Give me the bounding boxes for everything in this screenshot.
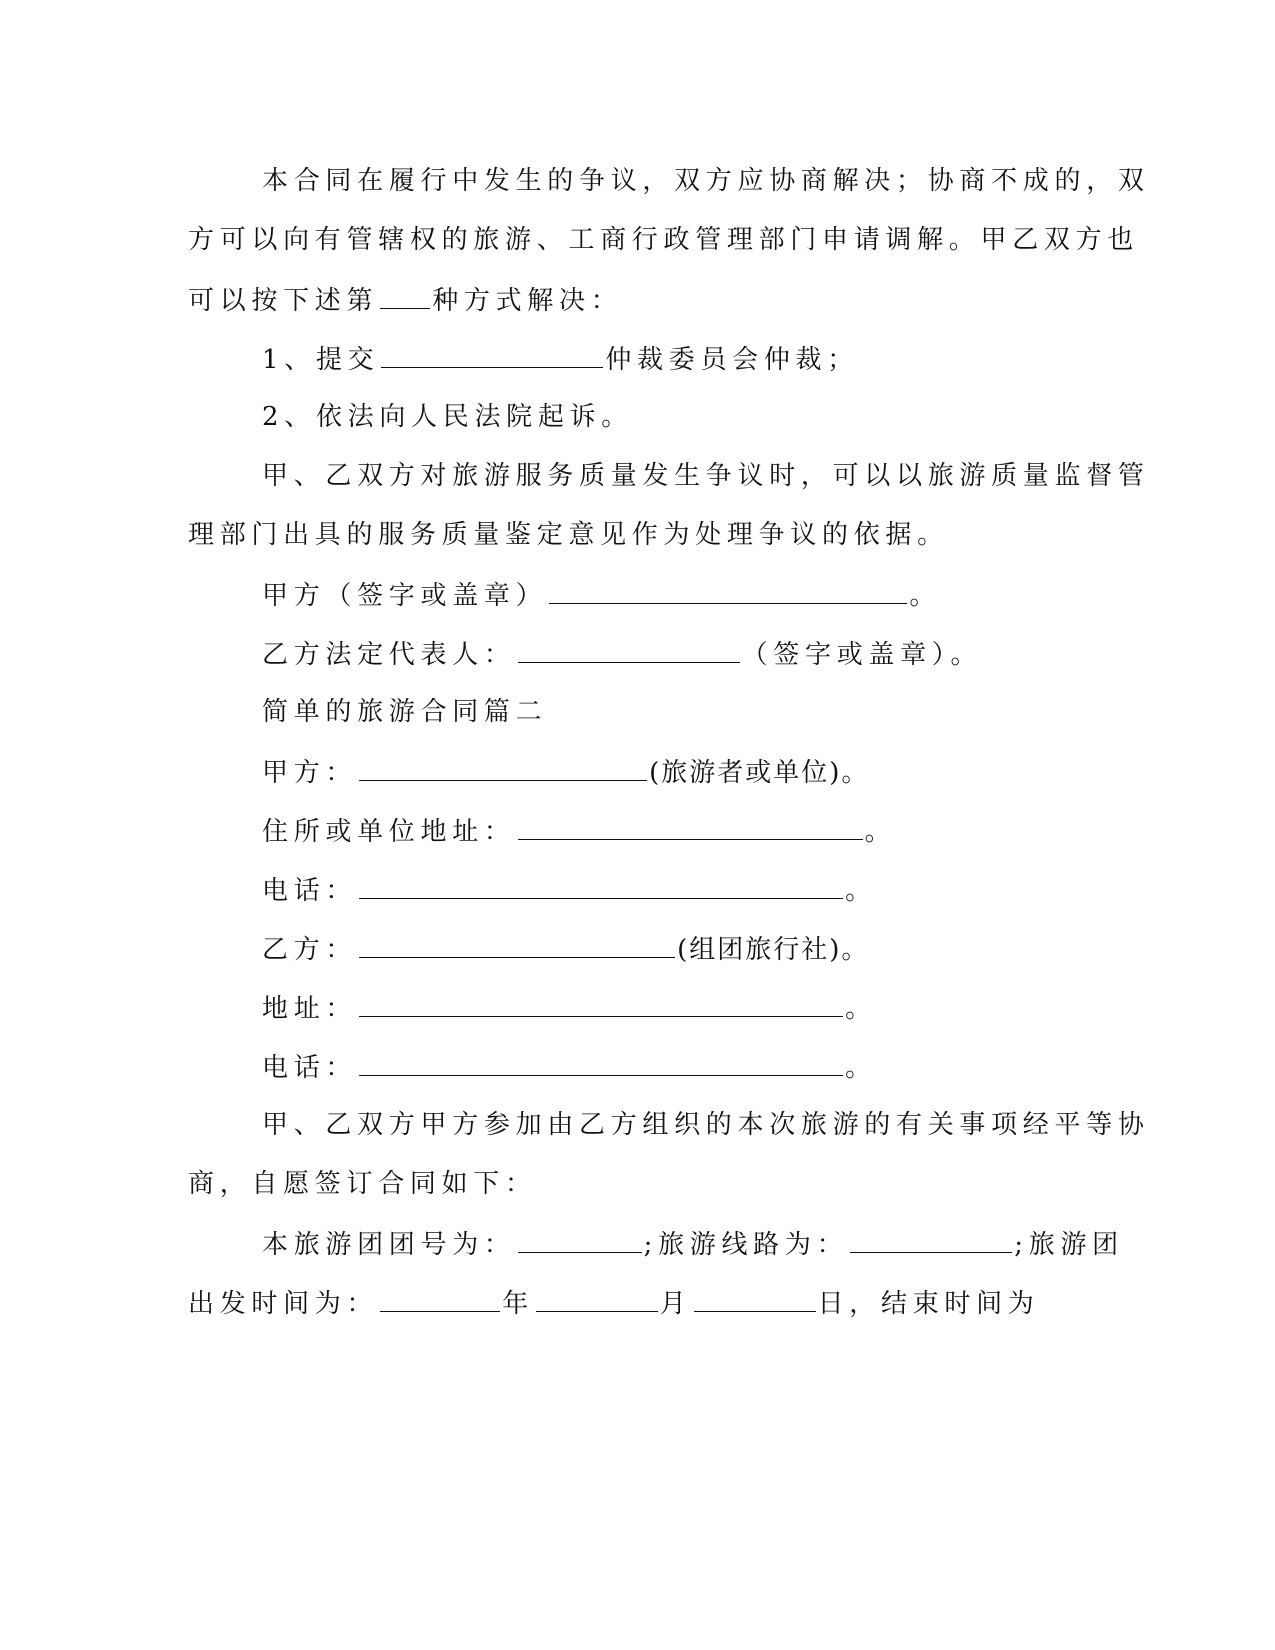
text: 仲裁委员会仲裁； xyxy=(605,345,859,375)
text: 甲方： xyxy=(262,758,358,788)
text: 地址： xyxy=(262,994,358,1024)
paragraph-quality-line-1 xyxy=(262,463,1150,489)
text: 方可以向有管辖权的旅游、工商行政管理部门申请调解。甲乙双方也 xyxy=(188,225,1140,255)
departure-month-blank[interactable] xyxy=(536,1289,658,1312)
paragraph-agreement-line-2 xyxy=(188,1171,537,1197)
option-lawsuit xyxy=(262,404,633,430)
arbitration-committee-blank[interactable] xyxy=(381,345,603,368)
text: 乙方法定代表人： xyxy=(262,640,516,670)
text: 甲、乙双方对旅游服务质量发生争议时，可以以旅游质量监督管 xyxy=(262,461,1150,491)
party-b-name-line xyxy=(262,935,869,963)
text: ;旅游团 xyxy=(1014,1230,1124,1260)
tour-route-blank[interactable] xyxy=(850,1230,1012,1253)
text: 电话： xyxy=(262,876,358,906)
text: (旅游者或单位)。 xyxy=(649,758,870,788)
text: （签字或盖章）。 xyxy=(741,640,983,670)
party-a-phone-blank[interactable] xyxy=(359,876,843,899)
party-a-name-line xyxy=(262,758,869,786)
departure-year-blank[interactable] xyxy=(380,1289,500,1312)
text: 住所或单位地址： xyxy=(262,817,516,847)
text: 日，结束时间为 xyxy=(817,1289,1040,1319)
text: ;旅游线路为： xyxy=(643,1230,849,1260)
party-a-phone-line xyxy=(262,876,877,904)
text: 。 xyxy=(864,817,897,847)
party-b-address-blank[interactable] xyxy=(359,994,843,1017)
option-arbitration xyxy=(262,345,859,373)
text: 电话： xyxy=(262,1053,358,1083)
party-b-address-line xyxy=(262,994,877,1022)
text: 年 xyxy=(502,1289,534,1319)
text: 甲方（签字或盖章） xyxy=(262,581,548,611)
text: 月 xyxy=(659,1289,692,1319)
text: 可以按下述第 xyxy=(188,286,379,316)
party-b-representative-line xyxy=(262,640,982,668)
paragraph-dispute-line-2 xyxy=(188,227,1139,253)
text: 商，自愿签订合同如下： xyxy=(188,1169,537,1199)
text: 简单的旅游合同篇二 xyxy=(262,697,548,727)
party-a-address-blank[interactable] xyxy=(518,817,863,840)
paragraph-dispute-line-3 xyxy=(188,286,622,314)
text: (组团旅行社)。 xyxy=(677,935,870,965)
paragraph-agreement-line-1 xyxy=(262,1112,1150,1138)
method-number-blank[interactable] xyxy=(380,286,430,309)
text: 。 xyxy=(845,1053,877,1083)
text: 2、依法向人民法院起诉。 xyxy=(262,402,633,432)
party-a-address-line xyxy=(262,817,896,845)
party-b-phone-line xyxy=(262,1053,877,1081)
text: 。 xyxy=(845,876,877,906)
departure-date-line xyxy=(188,1289,1040,1317)
text: 。 xyxy=(845,994,877,1024)
text: 种方式解决： xyxy=(432,286,623,316)
section-title xyxy=(262,699,547,725)
text: 甲、乙双方甲方参加由乙方组织的本次旅游的有关事项经平等协 xyxy=(262,1110,1150,1140)
tour-group-line xyxy=(262,1230,1124,1258)
party-a-signature-blank[interactable] xyxy=(549,581,907,604)
tour-group-number-blank[interactable] xyxy=(518,1230,642,1253)
text: 乙方： xyxy=(262,935,358,965)
party-b-name-blank[interactable] xyxy=(359,935,675,958)
text: 1、提交 xyxy=(262,345,380,375)
text: 本旅游团团号为： xyxy=(262,1230,516,1260)
party-b-phone-blank[interactable] xyxy=(359,1053,843,1076)
party-a-signature-line xyxy=(262,581,941,609)
text: 出发时间为： xyxy=(188,1289,379,1319)
paragraph-quality-line-2 xyxy=(188,522,949,548)
text: 本合同在履行中发生的争议，双方应协商解决；协商不成的，双 xyxy=(262,166,1150,196)
party-b-representative-blank[interactable] xyxy=(518,640,740,663)
departure-day-blank[interactable] xyxy=(694,1289,816,1312)
text: 理部门出具的服务质量鉴定意见作为处理争议的依据。 xyxy=(188,520,949,550)
party-a-name-blank[interactable] xyxy=(359,758,647,781)
paragraph-dispute-line-1 xyxy=(262,168,1150,194)
text: 。 xyxy=(909,581,942,611)
